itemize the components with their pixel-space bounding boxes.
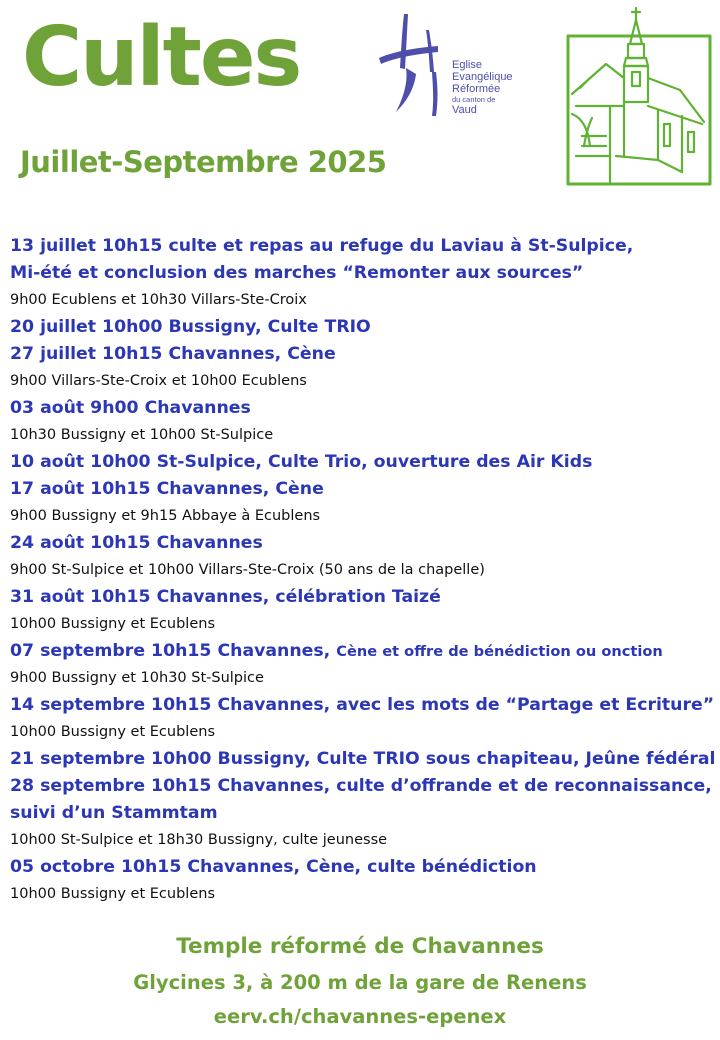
schedule-entry: 21 septembre 10h00 Bussigny, Culte TRIO sous chapiteau, Jeûne fédéral	[10, 749, 716, 769]
schedule-list	[10, 233, 720, 908]
schedule-entry: 10 août 10h00 St-Sulpice, Culte Trio, ouverture des Air Kids	[10, 452, 593, 472]
schedule-entry: 17 août 10h15 Chavannes, Cène	[10, 479, 324, 499]
schedule-other-services: 9h00 Bussigny et 9h15 Abbaye à Ecublens	[10, 508, 321, 524]
eerv-logo	[376, 12, 540, 124]
page-title: Cultes	[22, 10, 301, 105]
schedule-entry: 14 septembre 10h15 Chavannes, avec les mots de “Partage et Ecriture”	[10, 695, 715, 715]
schedule-entry: suivi d’un Stammtam	[10, 803, 218, 823]
church-drawing-icon	[562, 6, 714, 188]
schedule-entry: 20 juillet 10h00 Bussigny, Culte TRIO	[10, 317, 371, 337]
schedule-entry: 27 juillet 10h15 Chavannes, Cène	[10, 344, 336, 364]
schedule-entry	[10, 638, 720, 665]
footer-venue: Temple réformé de Chavannes	[176, 934, 544, 959]
logo-line-1: Eglise	[452, 59, 482, 71]
schedule-entry: 28 septembre 10h15 Chavannes, culte d’offrande et de reconnaissance,	[10, 776, 712, 796]
schedule-entry: 05 octobre 10h15 Chavannes, Cène, culte bénédiction	[10, 857, 537, 877]
schedule-entry: 24 août 10h15 Chavannes	[10, 533, 263, 553]
logo-line-4: du canton de	[452, 95, 496, 104]
schedule-entry: 03 août 9h00 Chavannes	[10, 398, 251, 418]
schedule-other-services: 10h00 Bussigny et Ecublens	[10, 886, 215, 902]
footer-website: eerv.ch/chavannes-epenex	[213, 1005, 507, 1028]
schedule-entry: 31 août 10h15 Chavannes, célébration Taizé	[10, 587, 441, 607]
schedule-entry: Mi-été et conclusion des marches “Remonter aux sources”	[10, 263, 584, 283]
page-subtitle: Juillet-Septembre 2025	[20, 145, 387, 179]
logo-line-3: Réformée	[452, 83, 501, 95]
schedule-other-services: 10h00 St-Sulpice et 18h30 Bussigny, culte jeunesse	[10, 832, 388, 848]
eerv-name	[452, 59, 513, 116]
logo-line-5: Vaud	[452, 104, 477, 116]
eerv-cross-icon	[376, 12, 448, 117]
schedule-other-services: 9h00 Bussigny et 10h30 St-Sulpice	[10, 670, 264, 686]
schedule-entry: 13 juillet 10h15 culte et repas au refuge du Laviau à St-Sulpice,	[10, 236, 634, 256]
logo-line-2: Evangélique	[452, 71, 513, 83]
footer-address: Glycines 3, à 200 m de la gare de Renens	[133, 971, 587, 994]
schedule-other-services: 10h00 Bussigny et Ecublens	[10, 724, 215, 740]
schedule-entry-detail: Cène et offre de bénédiction ou onction	[336, 643, 663, 660]
schedule-other-services: 9h00 Ecublens et 10h30 Villars-Ste-Croix	[10, 292, 307, 308]
schedule-entry-date: 07 septembre 10h15 Chavannes,	[10, 641, 337, 661]
schedule-other-services: 9h00 Villars-Ste-Croix et 10h00 Ecublens	[10, 373, 307, 389]
schedule-other-services: 9h00 St-Sulpice et 10h00 Villars-Ste-Croix (50 ans de la chapelle)	[10, 562, 485, 578]
schedule-other-services: 10h00 Bussigny et Ecublens	[10, 616, 215, 632]
schedule-other-services: 10h30 Bussigny et 10h00 St-Sulpice	[10, 427, 274, 443]
